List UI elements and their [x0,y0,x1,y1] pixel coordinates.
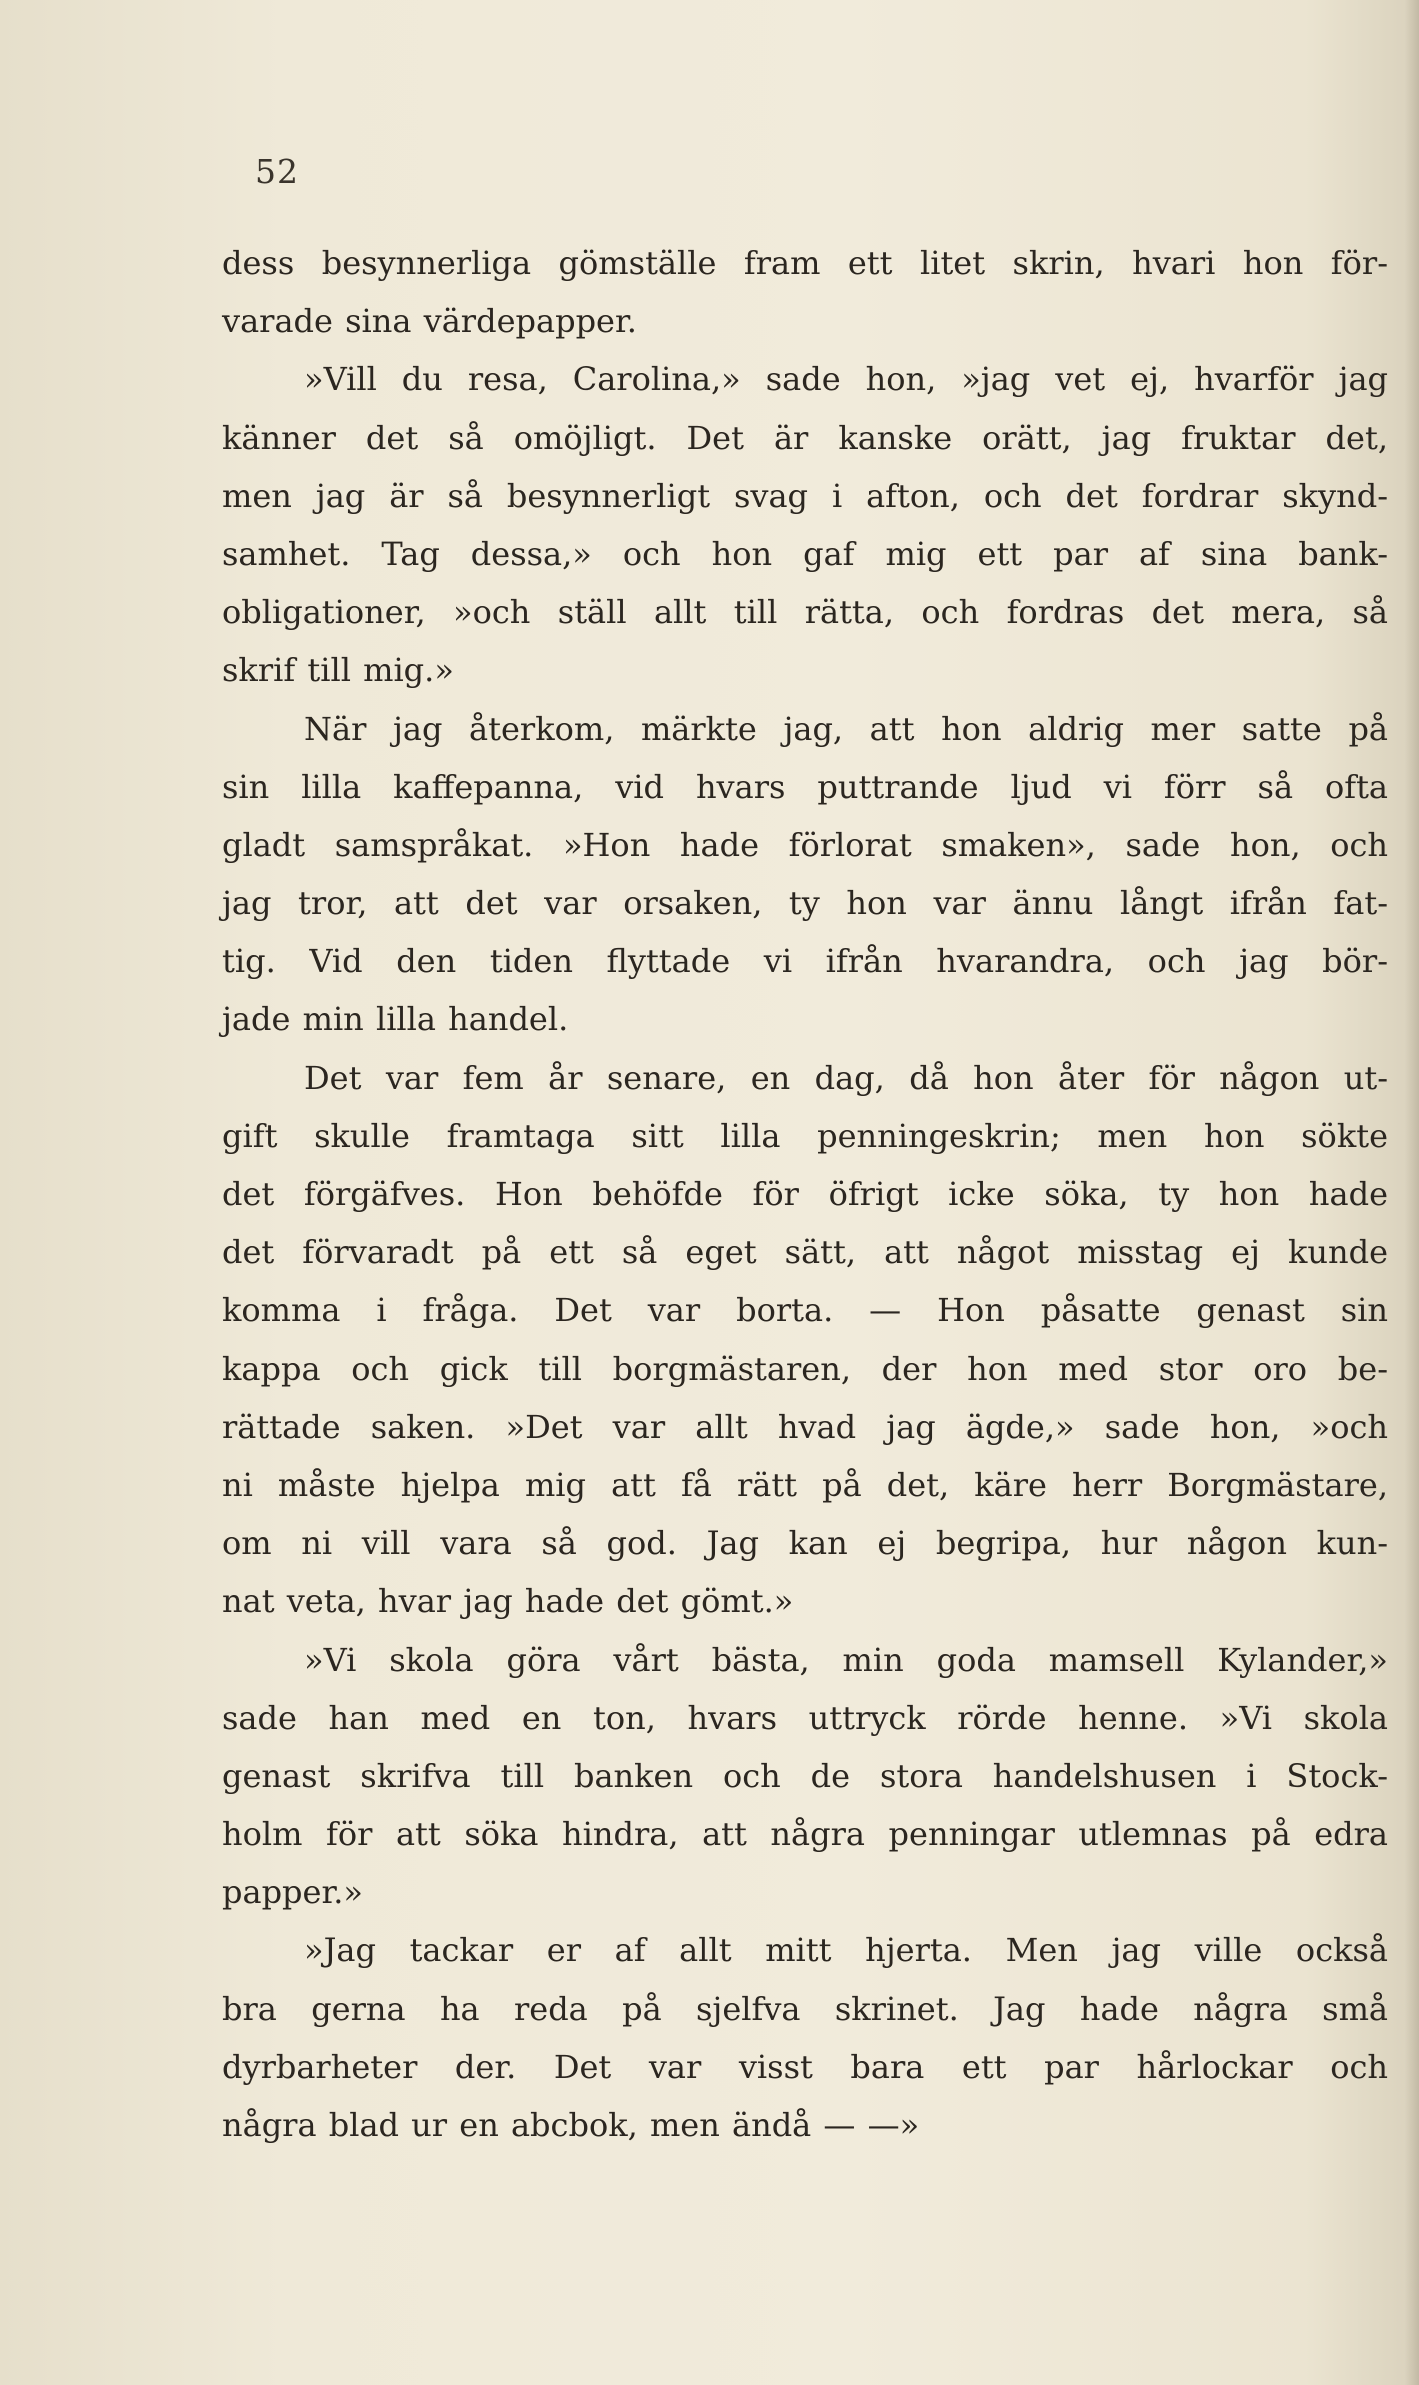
text-line: nat veta, hvar jag hade det gömt.» [222,1582,794,1621]
text-line: rättade saken. »Det var allt hvad jag ägde,» sade hon, »och [222,1407,1388,1446]
text-line: kappa och gick till borgmästaren, der hon med stor oro be- [222,1349,1388,1388]
text-line: tig. Vid den tiden flyttade vi ifrån hvarandra, och jag bör- [222,942,1388,981]
text-line: jade min lilla handel. [222,1000,569,1039]
text-line: komma i fråga. Det var borta. — Hon påsatte genast sin [222,1291,1388,1330]
text-line: sin lilla kaffepanna, vid hvars puttrande ljud vi förr så ofta [222,767,1388,806]
text-line: sade han med en ton, hvars uttryck rörde henne. »Vi skola [222,1698,1388,1737]
text-line: men jag är så besynnerligt svag i afton, och det fordrar skynd- [222,476,1388,515]
text-line: det förvaradt på ett så eget sätt, att något misstag ej kunde [222,1233,1388,1272]
page-number: 52 [255,152,299,191]
text-line: »Vi skola göra vårt bästa, min goda mamsell Kylander,» [304,1640,1388,1679]
text-line: känner det så omöjligt. Det är kanske orätt, jag fruktar det, [222,418,1388,457]
text-line: Det var fem år senare, en dag, då hon åter för någon ut- [304,1058,1388,1097]
text-line: genast skrifva till banken och de stora handelshusen i Stock- [222,1756,1388,1795]
text-line: bra gerna ha reda på sjelfva skrinet. Jag hade några små [222,1989,1388,2028]
text-line: »Jag tackar er af allt mitt hjerta. Men jag ville också [304,1931,1388,1970]
text-line: jag tror, att det var orsaken, ty hon var ännu långt ifrån fat- [222,884,1388,923]
page-edge-shadow [1405,0,1419,2385]
body-text [222,234,1388,2154]
text-line: dess besynnerliga gömställe fram ett litet skrin, hvari hon för- [222,244,1388,282]
text-line: holm för att söka hindra, att några penningar utlemnas på edra [222,1815,1388,1854]
text-line: ni måste hjelpa mig att få rätt på det, käre herr Borgmästare, [222,1465,1388,1504]
text-line: dyrbarheter der. Det var visst bara ett par hårlockar och [222,2047,1388,2086]
text-line: det förgäfves. Hon behöfde för öfrigt icke söka, ty hon hade [222,1175,1388,1213]
text-line: papper.» [222,1873,363,1912]
text-line: varade sina värdepapper. [222,302,637,341]
text-line: gladt samspråkat. »Hon hade förlorat smaken», sade hon, och [222,825,1388,864]
text-line: När jag återkom, märkte jag, att hon aldrig mer satte på [304,709,1388,748]
text-line: »Vill du resa, Carolina,» sade hon, »jag vet ej, hvarför jag [304,360,1388,399]
text-line: samhet. Tag dessa,» och hon gaf mig ett par af sina bank- [222,534,1388,573]
text-line: obligationer, »och ställ allt till rätta, och fordras det mera, så [222,593,1388,632]
text-line: gift skulle framtaga sitt lilla penningeskrin; men hon sökte [222,1116,1388,1155]
text-line: skrif till mig.» [222,651,454,690]
text-line: några blad ur en abcbok, men ändå — —» [222,2106,920,2144]
text-line: om ni vill vara så god. Jag kan ej begripa, hur någon kun- [222,1524,1388,1563]
